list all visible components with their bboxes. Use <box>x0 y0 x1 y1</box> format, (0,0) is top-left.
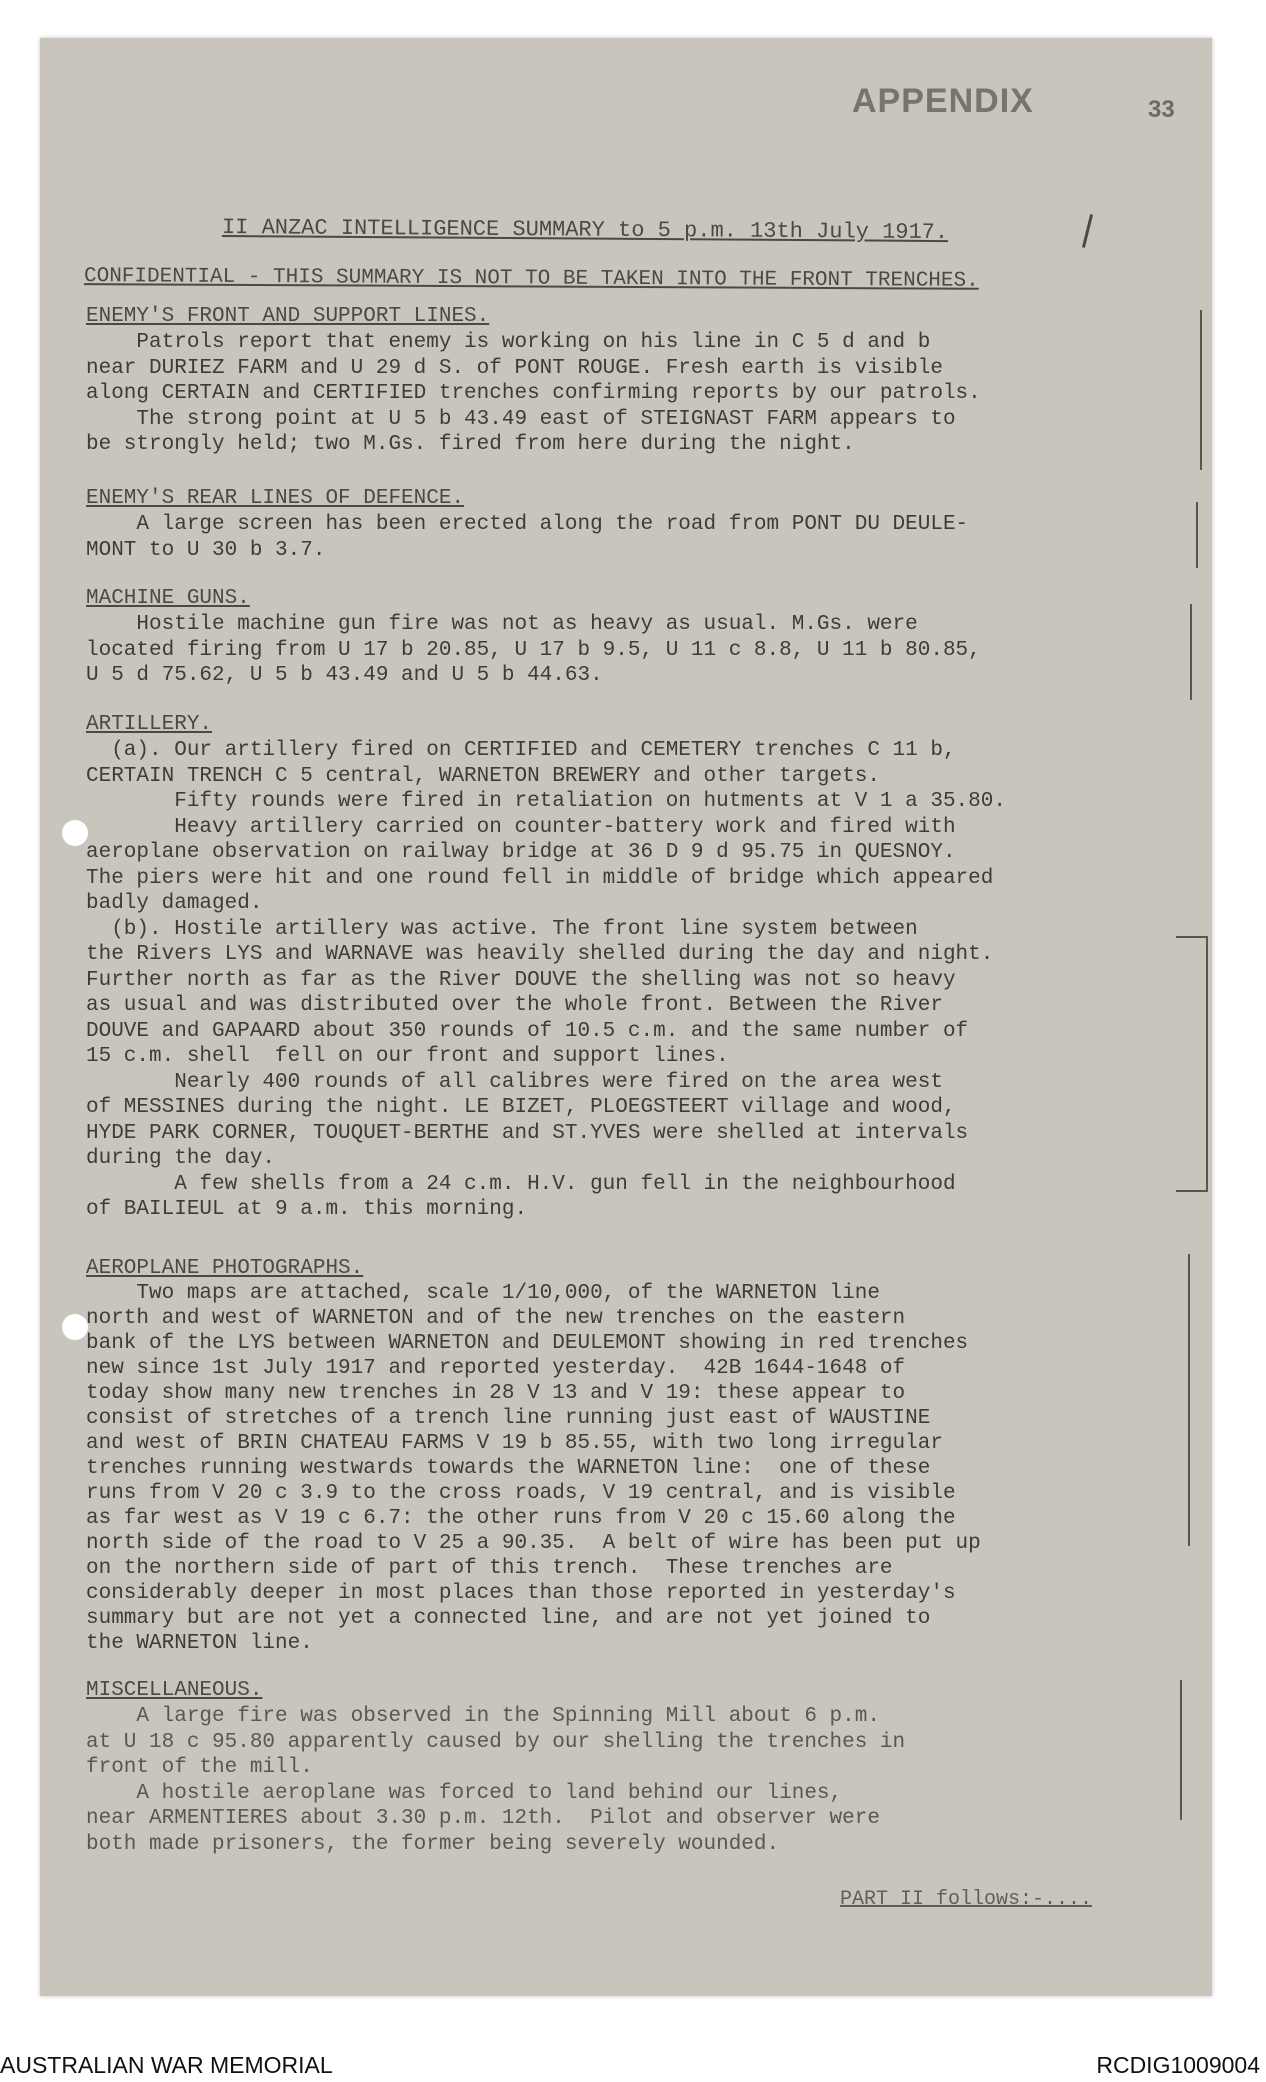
margin-bracket <box>1176 936 1208 1192</box>
text-line: of MESSINES during the night. LE BIZET, PLOEGSTEERT village and wood, <box>86 1096 956 1119</box>
margin-mark <box>1196 502 1198 568</box>
text-line: of BAILIEUL at 9 a.m. this morning. <box>86 1198 528 1221</box>
section-machine-guns <box>86 586 1196 689</box>
text-line: both made prisoners, the former being severely wounded. <box>86 1832 780 1856</box>
section-miscellaneous <box>86 1678 1196 1857</box>
punch-hole <box>62 820 88 846</box>
text-line: MONT to U 30 b 3.7. <box>86 538 326 562</box>
text-line: on the northern side of part of this trench. These trenches are <box>86 1557 893 1580</box>
margin-mark <box>1180 1680 1182 1820</box>
text-line: Heavy artillery carried on counter-battery work and fired with <box>86 815 956 839</box>
text-line: DOUVE and GAPAARD about 350 rounds of 10.5 c.m. and the same number of <box>86 1019 969 1043</box>
section-heading: ENEMY'S REAR LINES OF DEFENCE. <box>86 487 465 510</box>
text-line: during the day. <box>86 1147 276 1170</box>
text-line: north side of the road to V 25 a 90.35. A belt of wire has been put up <box>86 1532 981 1555</box>
text-line: the WARNETON line. <box>86 1632 313 1655</box>
section-heading: ARTILLERY. <box>86 713 213 736</box>
text-line: consist of stretches of a trench line running just east of WAUSTINE <box>86 1407 931 1430</box>
text-line: HYDE PARK CORNER, TOUQUET-BERTHE and ST.YVES were shelled at intervals <box>86 1121 969 1145</box>
text-line: as far west as V 19 c 6.7: the other runs from V 20 c 15.60 along the <box>86 1507 956 1530</box>
text-line: be strongly held; two M.Gs. fired from here during the night. <box>86 433 855 456</box>
text-line: the Rivers LYS and WARNAVE was heavily shelled during the day and night. <box>86 943 994 966</box>
text-line: today show many new trenches in 28 V 13 and V 19: these appear to <box>86 1382 906 1405</box>
text-line: The piers were hit and one round fell in middle of bridge which appeared <box>86 866 994 890</box>
section-heading: AEROPLANE PHOTOGRAPHS. <box>86 1257 364 1280</box>
text-line: considerably deeper in most places than those reported in yesterday's <box>86 1582 956 1605</box>
text-line: new since 1st July 1917 and reported yesterday. 42B 1644-1648 of <box>86 1357 906 1380</box>
appendix-stamp: APPENDIX <box>852 82 1034 120</box>
text-line: Nearly 400 rounds of all calibres were fired on the area west <box>86 1070 943 1094</box>
text-line: trenches running westwards towards the WARNETON line: one of these <box>86 1457 931 1480</box>
text-line: and west of BRIN CHATEAU FARMS V 19 b 85.55, with two long irregular <box>86 1432 943 1455</box>
text-line: front of the mill. <box>86 1756 313 1779</box>
text-line: north and west of WARNETON and of the new trenches on the eastern <box>86 1307 906 1330</box>
section-aeroplane-photographs <box>86 1256 1196 1656</box>
margin-mark <box>1200 310 1202 470</box>
text-line: A large fire was observed in the Spinning Mill about 6 p.m. <box>86 1705 880 1728</box>
text-line: near DURIEZ FARM and U 29 d S. of PONT ROUGE. Fresh earth is visible <box>86 356 943 380</box>
text-line: located firing from U 17 b 20.85, U 17 b 9.5, U 11 c 8.8, U 11 b 80.85, <box>86 638 981 662</box>
section-artillery <box>86 712 1196 1223</box>
text-line: along CERTAIN and CERTIFIED trenches confirming reports by our patrols. <box>86 382 981 405</box>
text-line: badly damaged. <box>86 892 263 915</box>
section-rear-lines <box>86 486 1196 563</box>
text-line: A few shells from a 24 c.m. H.V. gun fell in the neighbourhood <box>86 1172 956 1196</box>
part-two-follows: PART II follows:-.... <box>840 1888 1093 1911</box>
section-front-support-lines <box>86 304 1196 458</box>
text-line: The strong point at U 5 b 43.49 east of STEIGNAST FARM appears to <box>86 407 956 431</box>
page-number: 33 <box>1148 96 1175 123</box>
confidential-notice: CONFIDENTIAL - THIS SUMMARY IS NOT TO BE TAKEN INTO THE FRONT TRENCHES. <box>83 265 979 293</box>
footer-institution: AUSTRALIAN WAR MEMORIAL <box>0 2052 333 2078</box>
text-line: summary but are not yet a connected line, and are not yet joined to <box>86 1607 931 1630</box>
text-line: Fifty rounds were fired in retaliation on hutments at V 1 a 35.80. <box>86 790 1006 813</box>
text-line: (a). Our artillery fired on CERTIFIED and CEMETERY trenches C 11 b, <box>86 739 956 762</box>
text-line: (b). Hostile artillery was active. The front line system between <box>86 917 918 941</box>
text-line: A large screen has been erected along the road from PONT DU DEULE- <box>86 513 969 536</box>
text-line: bank of the LYS between WARNETON and DEULEMONT showing in red trenches <box>86 1332 969 1355</box>
text-line: Further north as far as the River DOUVE the shelling was not so heavy <box>86 968 956 992</box>
text-line: aeroplane observation on railway bridge at 36 D 9 d 95.75 in QUESNOY. <box>86 841 956 864</box>
text-line: CERTAIN TRENCH C 5 central, WARNETON BREWERY and other targets. <box>86 764 880 788</box>
section-heading: ENEMY'S FRONT AND SUPPORT LINES. <box>86 305 490 328</box>
margin-mark <box>1190 604 1192 700</box>
footer-record-id: RCDIG1009004 <box>1096 2052 1260 2078</box>
document-title: II ANZAC INTELLIGENCE SUMMARY to 5 p.m. 13th July 1917. <box>221 214 949 246</box>
text-line: at U 18 c 95.80 apparently caused by our shelling the trenches in <box>86 1730 906 1754</box>
text-line: runs from V 20 c 3.9 to the cross roads, V 19 central, and is visible <box>86 1482 956 1505</box>
punch-hole <box>62 1314 88 1340</box>
text-line: U 5 d 75.62, U 5 b 43.49 and U 5 b 44.63. <box>86 664 603 687</box>
margin-mark <box>1188 1254 1190 1546</box>
text-line: as usual and was distributed over the whole front. Between the River <box>86 994 943 1017</box>
section-heading: MISCELLANEOUS. <box>86 1679 263 1702</box>
text-line: near ARMENTIERES about 3.30 p.m. 12th. Pilot and observer were <box>86 1807 880 1830</box>
text-line: Two maps are attached, scale 1/10,000, of the WARNETON line <box>86 1282 880 1305</box>
section-heading: MACHINE GUNS. <box>86 587 250 610</box>
text-line: 15 c.m. shell fell on our front and support lines. <box>86 1045 729 1068</box>
text-line: Patrols report that enemy is working on his line in C 5 d and b <box>86 331 931 354</box>
text-line: Hostile machine gun fire was not as heavy as usual. M.Gs. were <box>86 613 918 636</box>
text-line: A hostile aeroplane was forced to land behind our lines, <box>86 1781 843 1805</box>
